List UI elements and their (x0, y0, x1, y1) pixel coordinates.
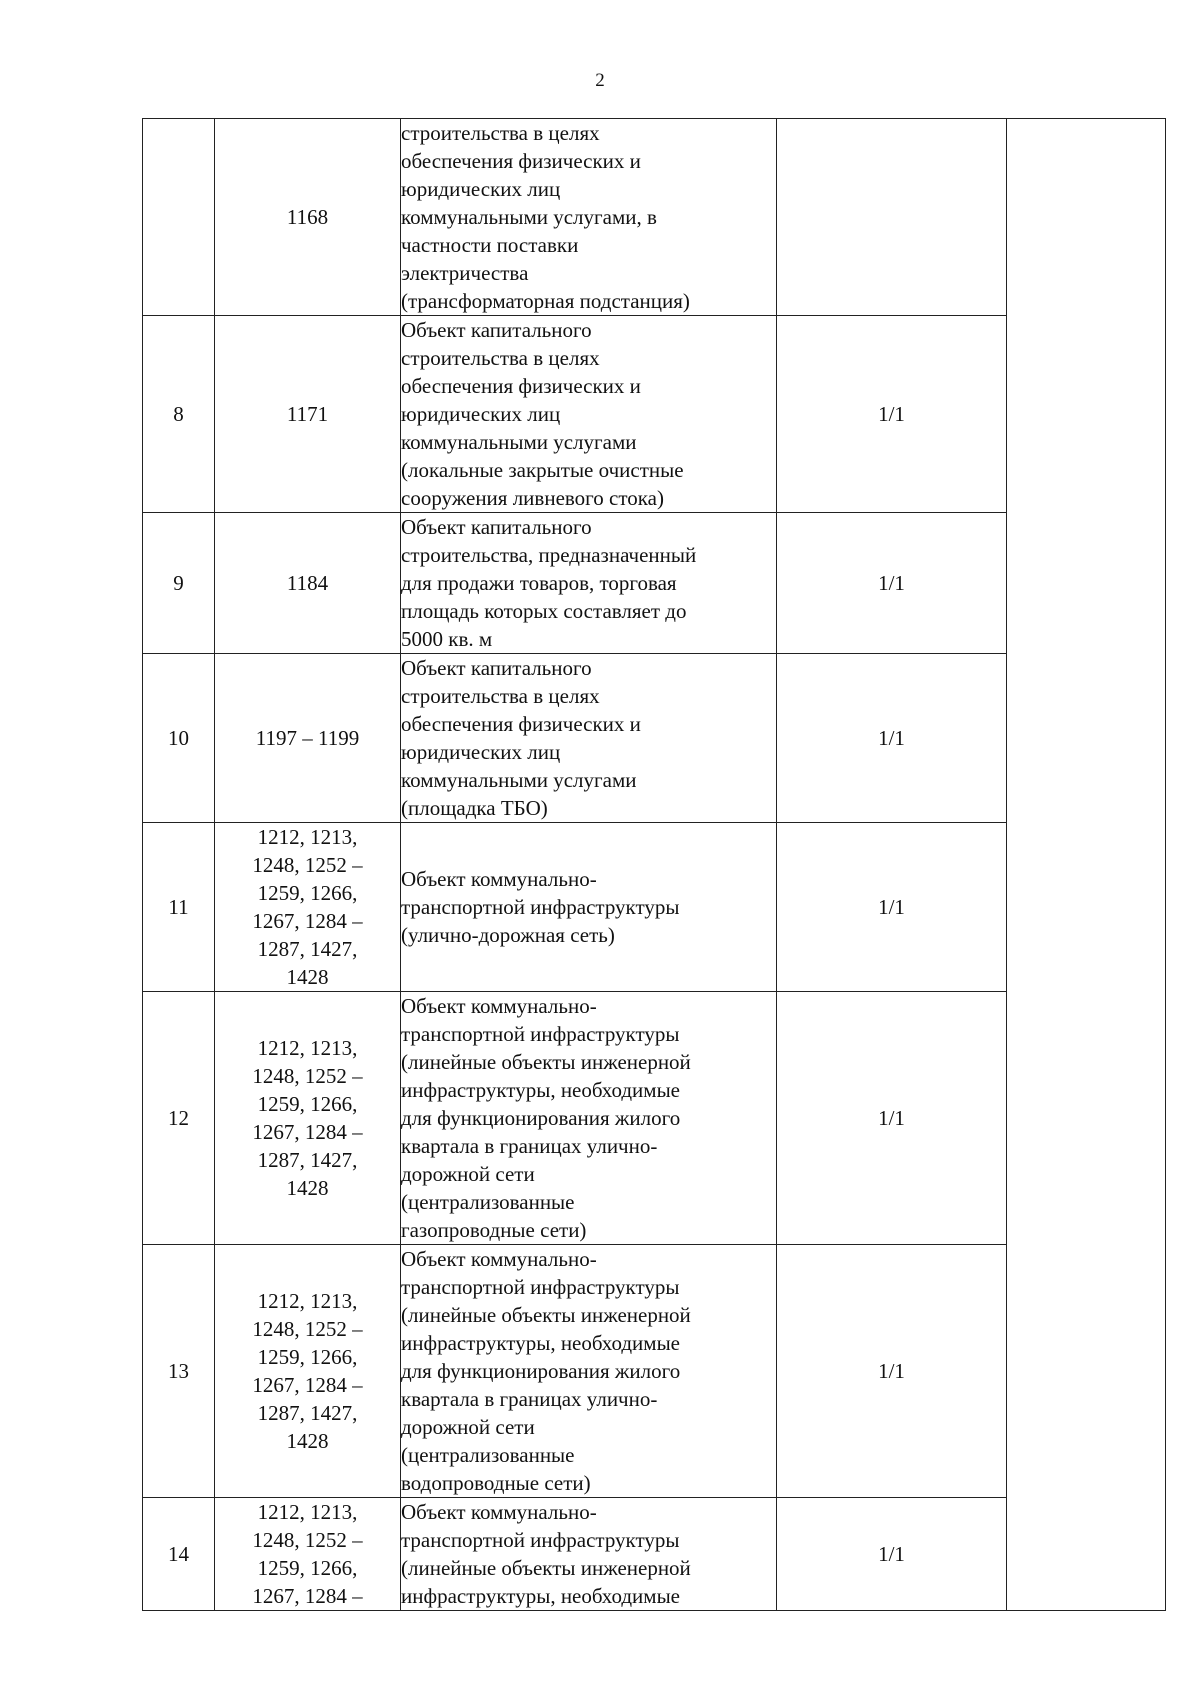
plot-numbers: 1212, 1213, 1248, 1252 – 1259, 1266, 1267, 1284 – 1287, 1427, 1428 (215, 823, 401, 992)
note-cell (1007, 119, 1166, 1611)
object-purpose: Объект коммунально- транспортной инфраструктуры (улично-дорожная сеть) (401, 823, 777, 992)
ratio-value: 1/1 (777, 654, 1007, 823)
objects-table (142, 118, 1166, 1611)
object-purpose: Объект капитального строительства в целях обеспечения физических и юридических лиц коммунальными услугами (площадка ТБО) (401, 654, 777, 823)
object-purpose: Объект капитального строительства в целях обеспечения физических и юридических лиц коммунальными услугами (локальные закрытые очистные сооружения ливневого стока) (401, 316, 777, 513)
ratio-value (777, 119, 1007, 316)
row-number (143, 119, 215, 316)
row-number: 12 (143, 992, 215, 1245)
plot-numbers: 1197 – 1199 (215, 654, 401, 823)
ratio-value: 1/1 (777, 823, 1007, 992)
ratio-value: 1/1 (777, 316, 1007, 513)
row-number: 13 (143, 1245, 215, 1498)
plot-numbers: 1212, 1213, 1248, 1252 – 1259, 1266, 1267, 1284 – 1287, 1427, 1428 (215, 1245, 401, 1498)
object-purpose: Объект коммунально- транспортной инфраструктуры (линейные объекты инженерной инфраструктуры, необходимые (401, 1498, 777, 1611)
object-purpose: Объект капитального строительства, предназначенный для продажи товаров, торговая площадь которых составляет до 5000 кв. м (401, 513, 777, 654)
row-number: 10 (143, 654, 215, 823)
row-number: 14 (143, 1498, 215, 1611)
ratio-value: 1/1 (777, 1498, 1007, 1611)
table-row (143, 119, 1166, 316)
row-number: 8 (143, 316, 215, 513)
ratio-value: 1/1 (777, 992, 1007, 1245)
page-number: 2 (595, 70, 605, 91)
object-purpose: строительства в целях обеспечения физических и юридических лиц коммунальными услугами, в частности поставки электричества (трансформаторная подстанция) (401, 119, 777, 316)
ratio-value: 1/1 (777, 513, 1007, 654)
ratio-value: 1/1 (777, 1245, 1007, 1498)
plot-numbers: 1212, 1213, 1248, 1252 – 1259, 1266, 1267, 1284 – 1287, 1427, 1428 (215, 992, 401, 1245)
plot-numbers: 1171 (215, 316, 401, 513)
plot-numbers: 1168 (215, 119, 401, 316)
row-number: 9 (143, 513, 215, 654)
object-purpose: Объект коммунально- транспортной инфраструктуры (линейные объекты инженерной инфраструктуры, необходимые для функционирования жилого квартала в границах улично- дорожной сети (централизованные водопроводные сети) (401, 1245, 777, 1498)
row-number: 11 (143, 823, 215, 992)
object-purpose: Объект коммунально- транспортной инфраструктуры (линейные объекты инженерной инфраструктуры, необходимые для функционирования жилого квартала в границах улично- дорожной сети (централизованные газопроводные сети) (401, 992, 777, 1245)
plot-numbers: 1212, 1213, 1248, 1252 – 1259, 1266, 1267, 1284 – (215, 1498, 401, 1611)
plot-numbers: 1184 (215, 513, 401, 654)
